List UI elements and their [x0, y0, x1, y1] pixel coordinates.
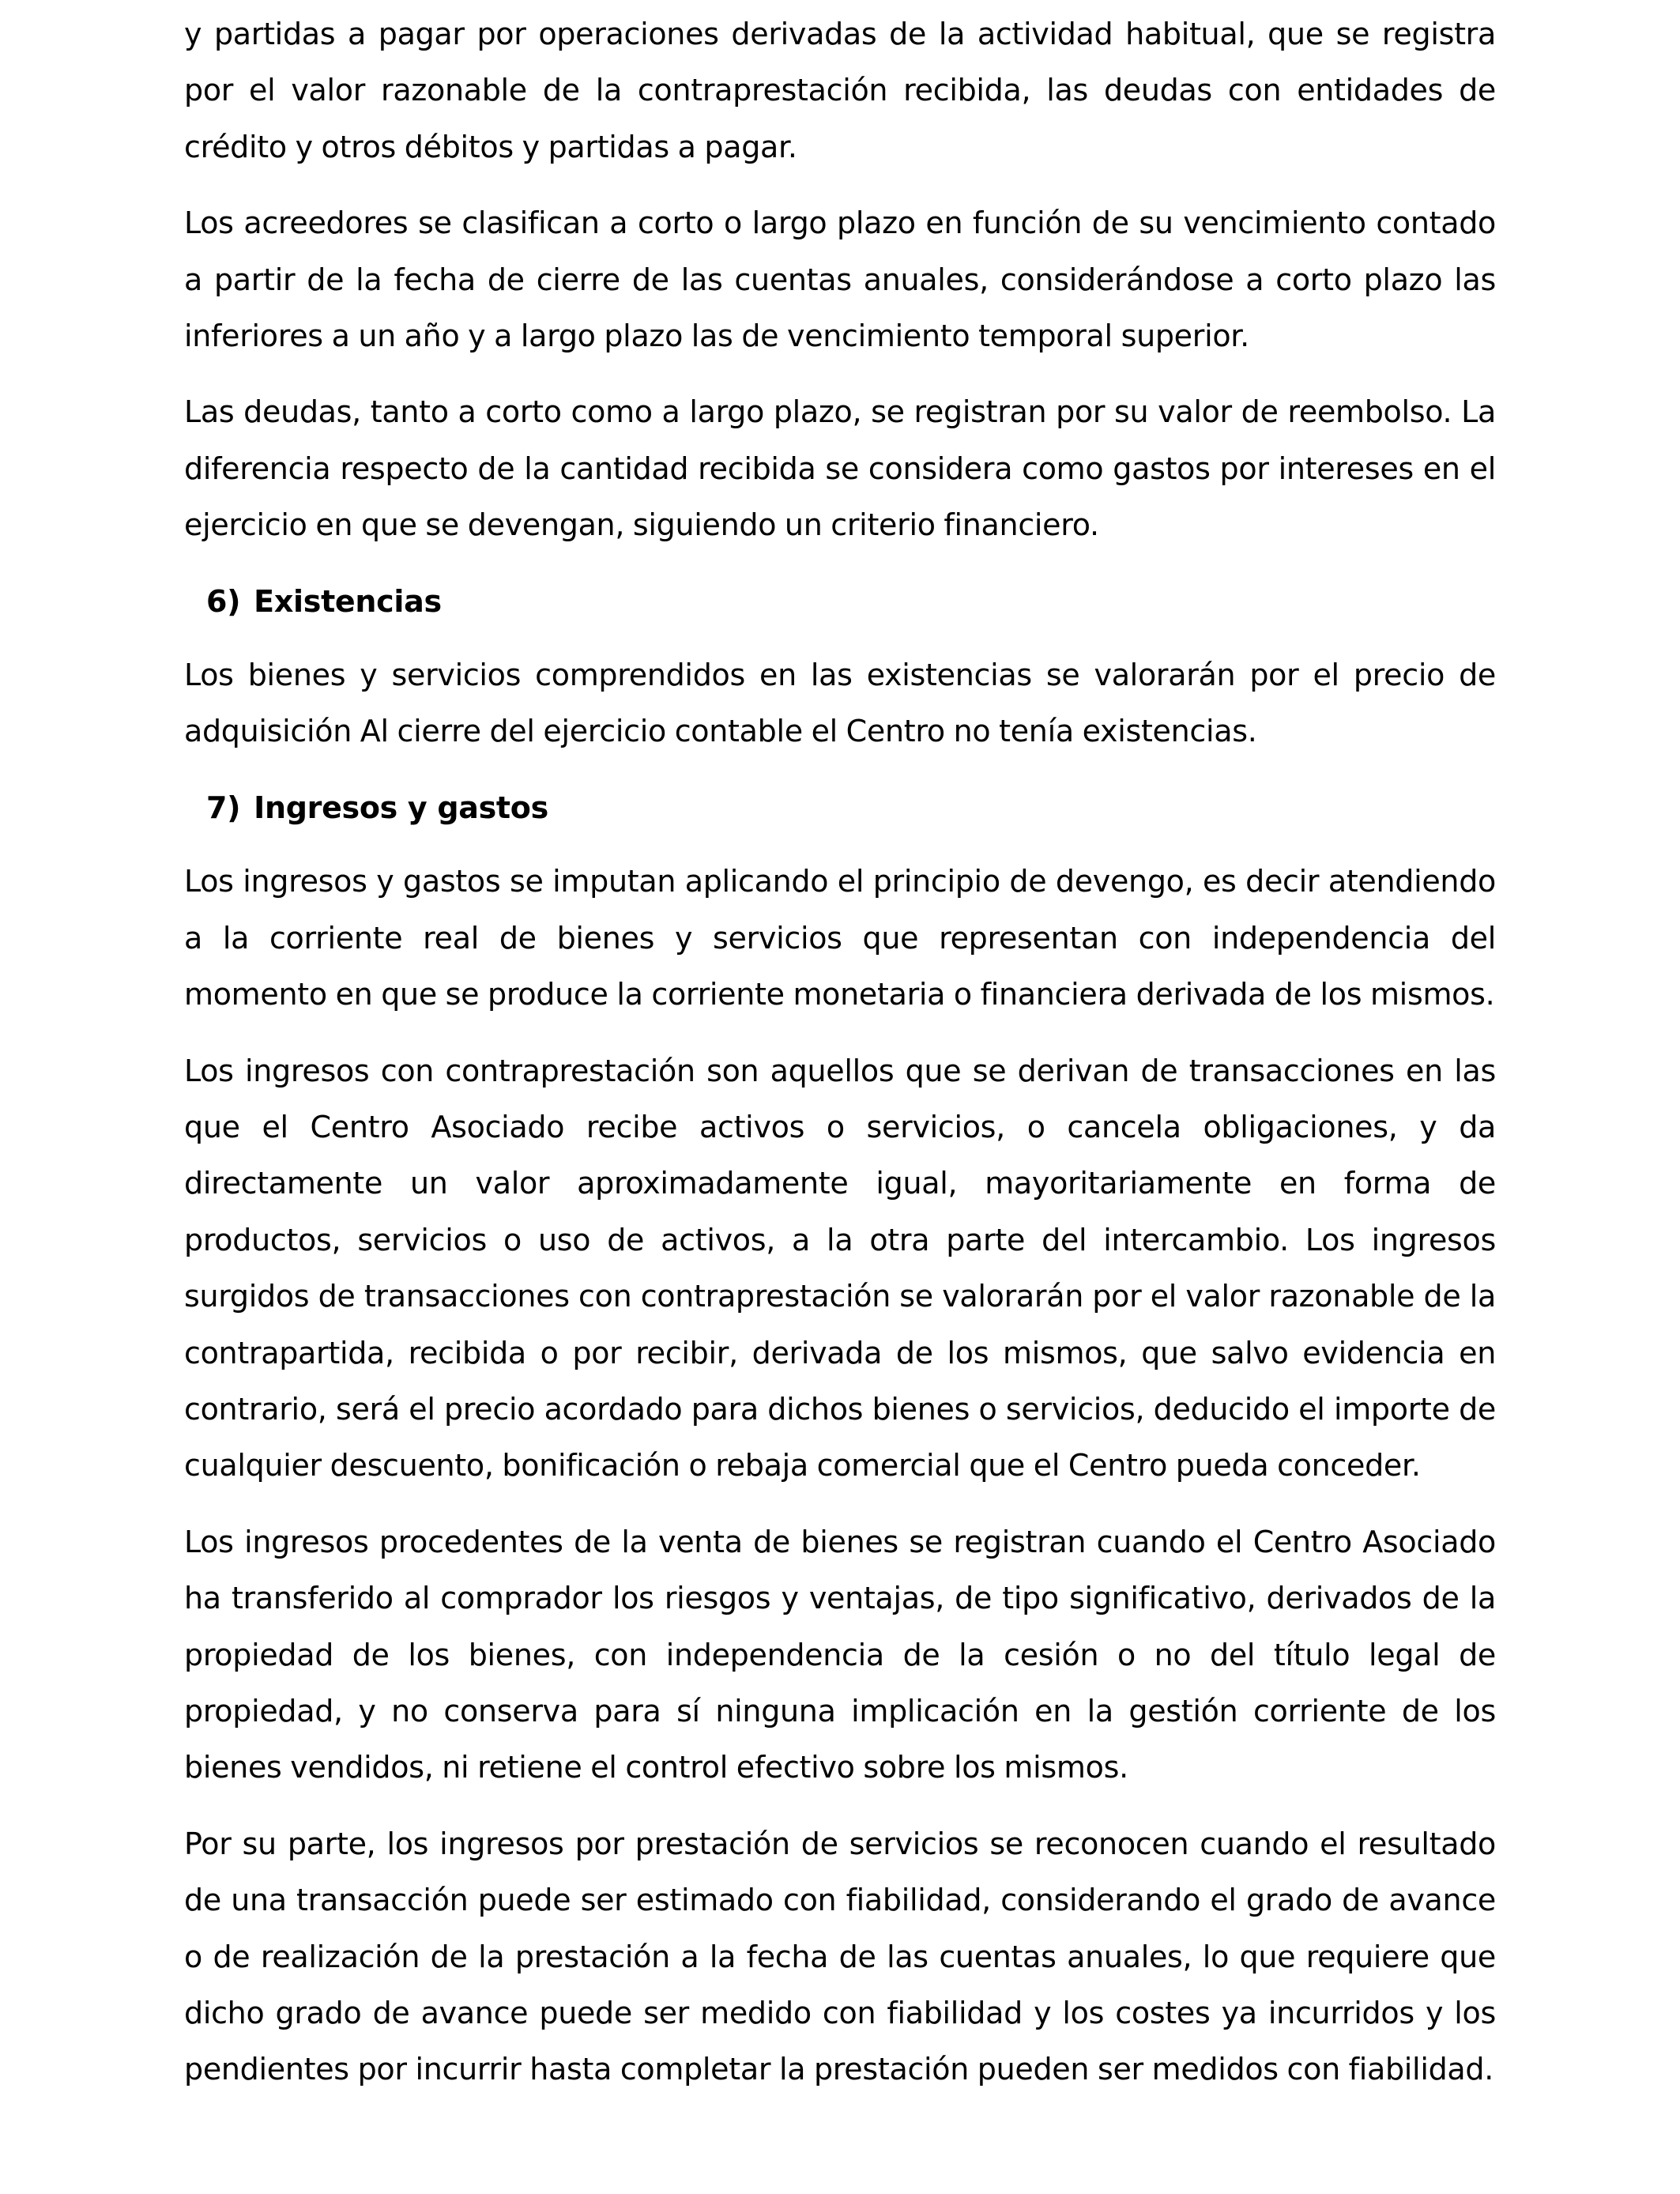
paragraph-debts-valuation: Las deudas, tanto a corto como a largo plazo, se registran por su valor de reembolso. La diferencia respecto de la cantidad recibida se considera como gastos por intereses en el ejercicio en que se devengan, siguiendo un criterio financiero.	[184, 394, 1496, 543]
document-page	[184, 6, 1496, 2118]
section-heading-ingresos-gastos	[206, 780, 1496, 836]
section-title: Ingresos y gastos	[254, 790, 548, 825]
section-number: 7)	[206, 790, 241, 825]
paragraph-venta-bienes: Los ingresos procedentes de la venta de bienes se registran cuando el Centro Asociado ha transferido al comprador los riesgos y ventajas, de tipo significativo, derivados de la propiedad de los bienes, con independencia de la cesión o no del título legal de propiedad, y no conserva para sí ninguna implicación en la gestión corriente de los bienes vendidos, ni retiene el control efectivo sobre los mismos.	[184, 1524, 1496, 1785]
paragraph-devengo: Los ingresos y gastos se imputan aplicando el principio de devengo, es decir atendiendo a la corriente real de bienes y servicios que representan con independencia del momento en que se produce la corriente monetaria o financiera derivada de los mismos.	[184, 864, 1496, 1012]
paragraph-existencias: Los bienes y servicios comprendidos en las existencias se valorarán por el precio de adquisición Al cierre del ejercicio contable el Centro no tenía existencias.	[184, 658, 1496, 749]
section-heading-existencias	[206, 574, 1496, 630]
paragraph-ingresos-contraprestacion: Los ingresos con contraprestación son aquellos que se derivan de transacciones en las que el Centro Asociado recibe activos o servicios, o cancela obligaciones, y da directamente un valor aproximadamente igual, mayoritariamente en forma de productos, servicios o uso de activos, a la otra parte del intercambio. Los ingresos surgidos de transacciones con contraprestación se valorarán por el valor razonable de la contrapartida, recibida o por recibir, derivada de los mismos, que salvo evidencia en contrario, será el precio acordado para dichos bienes o servicios, deducido el importe de cualquier descuento, bonificación o rebaja comercial que el Centro pueda conceder.	[184, 1053, 1496, 1483]
section-number: 6)	[206, 583, 241, 619]
paragraph-payables: y partidas a pagar por operaciones derivadas de la actividad habitual, que se registra por el valor razonable de la contraprestación recibida, las deudas con entidades de crédito y otros débitos y partidas a pagar.	[184, 17, 1496, 164]
section-title: Existencias	[254, 583, 442, 619]
paragraph-prestacion-servicios: Por su parte, los ingresos por prestación de servicios se reconocen cuando el resultado de una transacción puede ser estimado con fiabilidad, considerando el grado de avance o de realización de la prestación a la fecha de las cuentas anuales, lo que requiere que dicho grado de avance puede ser medido con fiabilidad y los costes ya incurridos y los pendientes por incurrir hasta completar la prestación pueden ser medidos con fiabilidad.	[184, 1826, 1496, 2087]
paragraph-creditors-classification: Los acreedores se clasifican a corto o largo plazo en función de su vencimiento contado a partir de la fecha de cierre de las cuentas anuales, considerándose a corto plazo las inferiores a un año y a largo plazo las de vencimiento temporal superior.	[184, 205, 1496, 354]
